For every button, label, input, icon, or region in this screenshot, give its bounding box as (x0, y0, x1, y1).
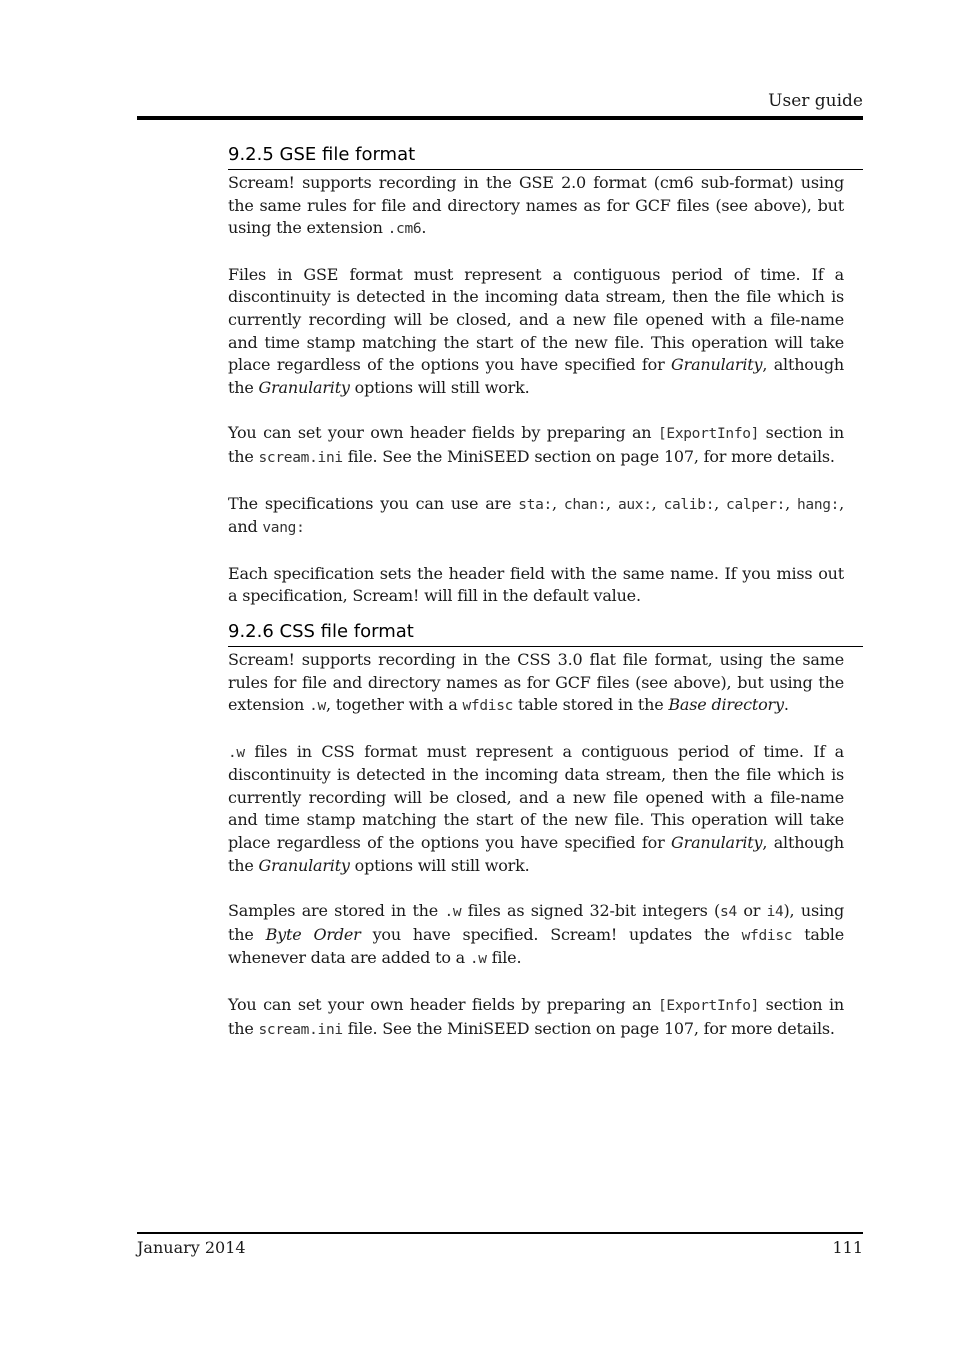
emphasis-text: Byte Order (265, 924, 361, 944)
paragraph (228, 493, 844, 540)
page-number: 111 (832, 1238, 863, 1257)
text-run: , and (228, 493, 844, 537)
text-run: , although the (228, 833, 844, 875)
code-text: chan: (563, 496, 607, 513)
code-text: wfdisc (462, 698, 514, 715)
paragraph (228, 649, 844, 718)
code-text: scream.ini (258, 1021, 343, 1038)
code-text: i4 (766, 904, 784, 921)
text-run: , together with a (325, 695, 463, 715)
text-run: . (421, 218, 427, 238)
running-header: User guide (768, 91, 863, 111)
text-run: file. (486, 948, 522, 968)
code-text: .w (309, 698, 326, 715)
section-heading: 9.2.6 CSS file format (228, 620, 863, 647)
code-text: s4 (720, 904, 737, 921)
text-run: file. See the MiniSEED section on page 107, for more details. (342, 1018, 835, 1038)
text-run: you have specified. Scream! updates the (360, 924, 742, 944)
code-text: .w (444, 904, 462, 921)
text-run: You can set your own header fields by preparing an (228, 423, 658, 443)
text-run: section in the (228, 423, 844, 466)
text-run: Each specification sets the header field with the same name. If you miss out a specification, Scream! will fill in the default value. (228, 563, 844, 606)
code-text: .cm6 (387, 221, 422, 238)
text-run: , (714, 493, 727, 513)
emphasis-text: Base directory (668, 695, 784, 715)
text-run: . (783, 695, 789, 715)
text-run: , (651, 493, 664, 513)
footer-date: January 2014 (137, 1238, 246, 1257)
header-rule (137, 116, 863, 120)
section-heading: 9.2.5 GSE file format (228, 143, 863, 170)
text-run: , although the (228, 355, 844, 397)
code-text: wfdisc (741, 927, 793, 944)
text-run: options will still work. (349, 377, 530, 397)
text-run: table whenever data are added to a (228, 924, 844, 968)
text-run: or (736, 901, 767, 921)
emphasis-text: Granularity (258, 377, 350, 397)
paragraph (228, 563, 844, 608)
text-run: , (606, 493, 618, 513)
footer-rule (137, 1232, 863, 1234)
emphasis-text: Granularity (258, 855, 350, 875)
text-run: files as signed 32-bit integers ( (461, 901, 721, 921)
text-run: , (785, 493, 797, 513)
code-text: calib: (663, 496, 715, 513)
emphasis-text: Granularity (671, 355, 763, 375)
text-run: Scream! supports recording in the GSE 2.0 format (cm6 sub-format) using the same rules for file and directory names as for GCF files (see above), but using the extension (228, 173, 844, 238)
paragraph (228, 264, 844, 400)
code-text: aux: (617, 496, 652, 513)
code-text: scream.ini (258, 449, 343, 466)
code-text: .w (469, 951, 487, 968)
code-text: calper: (726, 496, 786, 513)
text-run: You can set your own header fields by preparing an (228, 995, 658, 1015)
text-run: Samples are stored in the (228, 901, 445, 921)
text-run: , (552, 493, 564, 513)
paragraph (228, 994, 844, 1041)
text-run: files in CSS format must represent a contiguous period of time. If a discontinuity is detected in the incoming data stream, then the file which is currently recording will be closed, and a new file opened with a file-name and time stamp matching the start of the new file. This operation will take place regardless of the options you have specified for (228, 741, 844, 853)
page-body (228, 143, 844, 1053)
text-run: section in the (228, 995, 844, 1038)
text-run: Files in GSE format must represent a contiguous period of time. If a discontinuity is detected in the incoming data stream, then the file which is currently recording will be closed, and a new file opened with a file-name and time stamp matching the start of the new file. This operation will take place regardless of the options you have specified for (228, 264, 844, 375)
paragraph (228, 172, 844, 241)
paragraph (228, 900, 844, 971)
paragraph (228, 741, 844, 878)
paragraph (228, 422, 844, 469)
code-text: hang: (796, 496, 840, 513)
code-text: [ExportInfo] (657, 998, 760, 1015)
emphasis-text: Granularity (671, 833, 763, 853)
code-text: sta: (518, 496, 552, 513)
code-text: vang: (262, 520, 305, 537)
text-run: The specifications you can use are (228, 493, 519, 513)
text-run: Scream! supports recording in the CSS 3.0 flat file format, using the same rules for file and directory names as for GCF files (see above), but using the extension (228, 649, 844, 715)
text-run: options will still work. (349, 855, 530, 875)
code-text: .w (228, 744, 245, 761)
text-run: file. See the MiniSEED section on page 107, for more details. (342, 446, 835, 466)
text-run: table stored in the (513, 695, 669, 715)
text-run: ), using the (228, 901, 845, 944)
code-text: [ExportInfo] (657, 426, 760, 443)
